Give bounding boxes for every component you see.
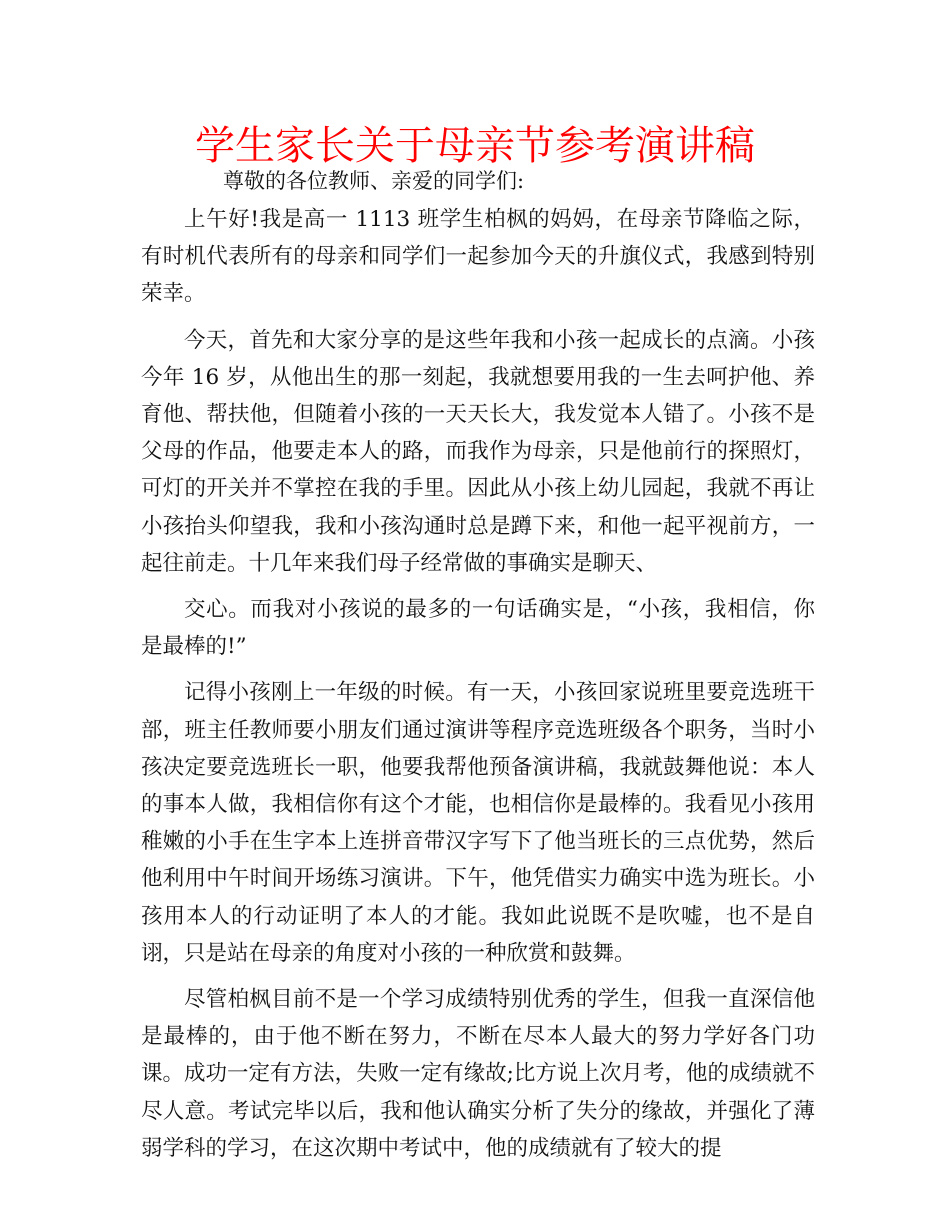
paragraph: 上午好!我是高一 1113 班学生柏枫的妈妈，在母亲节降临之际，有时机代表所有的母亲和同学们一起参加今天的升旗仪式，我感到特别荣幸。 [141,207,815,307]
document-title: 学生家长关于母亲节参考演讲稿 [195,123,755,169]
paragraph: 尽管柏枫目前不是一个学习成绩特别优秀的学生，但我一直深信他是最棒的，由于他不断在努力，不断在尽本人最大的努力学好各门功课。成功一定有方法，失败一定有缘故;比方说上次月考，他的成绩就不尽人意。考试完毕以后，我和他认确实分析了失分的缘故，并强化了薄弱学科的学习，在这次期中考试中，他的成绩就有了较大的提 [141,987,815,1161]
paragraph: 交心。而我对小孩说的最多的一句话确实是，“小孩，我相信，你是最棒的!” [141,597,815,660]
paragraph: 今天，首先和大家分享的是这些年我和小孩一起成长的点滴。小孩今年 16 岁，从他出生的那一刻起，我就想要用我的一生去呵护他、养育他、帮扶他，但随着小孩的一天天长大，我发觉本人错了。小孩不是父母的作品，他要走本人的路，而我作为母亲，只是他前行的探照灯，可灯的开关并不掌控在我的手里。因此从小孩上幼儿园起，我就不再让小孩抬头仰望我，我和小孩沟通时总是蹲下来，和他一起平视前方，一起往前走。十几年来我们母子经常做的事确实是聊天、 [141,327,815,576]
document-body [141,201,815,1176]
paragraph: 记得小孩刚上一年级的时候。有一天，小孩回家说班里要竞选班干部，班主任教师要小朋友们通过演讲等程序竞选班级各个职务，当时小孩决定要竞选班长一职，他要我帮他预备演讲稿，我就鼓舞他说：本人的事本人做，我相信你有这个才能，也相信你是最棒的。我看见小孩用稚嫩的小手在生字本上连拼音带汉字写下了他当班长的三点优势，然后他利用中午时间开场练习演讲。下午，他凭借实力确实中选为班长。小孩用本人的行动证明了本人的才能。我如此说既不是吹嘘，也不是自诩，只是站在母亲的角度对小孩的一种欣赏和鼓舞。 [141,680,815,966]
salutation: 尊敬的各位教师、亲爱的同学们: [223,169,525,193]
